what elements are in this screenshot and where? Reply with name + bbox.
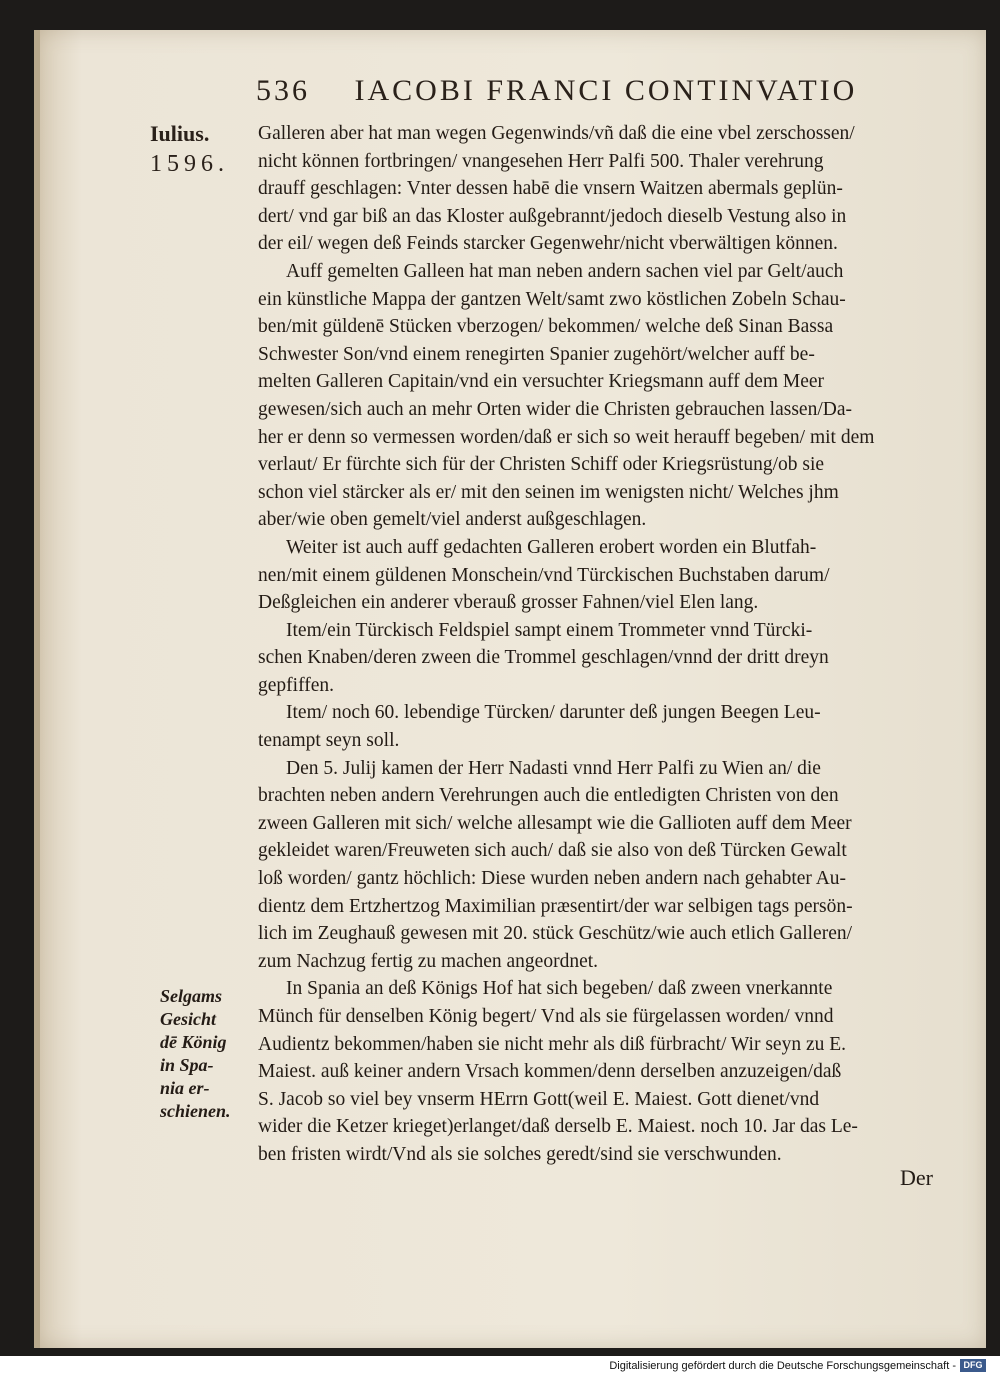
text-line: In Spania an deß Königs Hof hat sich begeben/ daß zween vnerkannte xyxy=(286,978,833,1000)
text-line: zum Nachzug fertig zu machen angeordnet. xyxy=(258,950,599,972)
text-line: lich im Zeughauß gewesen mit 20. stück Geschütz/wie auch etlich Galleren/ xyxy=(258,923,853,945)
sidenote-line: dē König xyxy=(160,1032,227,1052)
text-line: melten Galleren Capitain/vnd ein versuchter Kriegsmann auff dem Meer xyxy=(258,371,825,393)
text-line: zween Galleren mit sich/ welche allesampt wie die Gallioten auff dem Meer xyxy=(258,812,852,834)
text-line: Item/ein Türckisch Feldspiel sampt einem Trommeter vnnd Türcki- xyxy=(286,619,813,641)
text-line: schen Knaben/deren zween die Trommel geschlagen/vnnd der dritt dreyn xyxy=(258,647,829,669)
text-line: wider die Ketzer krieget)erlanget/daß derselb E. Maiest. noch 10. Jar das Le- xyxy=(258,1116,858,1138)
text-line: gepfiffen. xyxy=(258,674,334,696)
text-line: dert/ vnd gar biß an das Kloster außgebrannt/jedoch dieselb Vestung also in xyxy=(258,205,847,227)
page-number: 536 xyxy=(256,74,310,107)
sidenote-line: schienen. xyxy=(160,1101,231,1121)
page-edge xyxy=(34,30,40,1348)
text-line: ein künstliche Mappa der gantzen Welt/samt zwo köstlichen Zobeln Schau- xyxy=(258,288,846,310)
text-line: S. Jacob so viel bey vnserm HErrn Gott(weil E. Maiest. Gott dienet/vnd xyxy=(258,1088,820,1110)
text-line: der eil/ wegen deß Feinds starcker Gegenwehr/nicht vberwältigen können. xyxy=(258,233,838,255)
sidenote-line: Gesicht xyxy=(160,1009,216,1029)
text-line: Deßgleichen ein anderer vberauß grosser Fahnen/viel Elen lang. xyxy=(258,592,759,614)
text-line: Audientz bekommen/haben sie nicht mehr als diß fürbracht/ Wir seyn zu E. xyxy=(258,1033,847,1055)
body-text xyxy=(258,120,958,1169)
text-line: gewesen/sich auch an mehr Orten wider die Christen gebrauchen lassen/Da- xyxy=(258,398,852,420)
margin-year: 1596. xyxy=(150,151,229,177)
text-line: Schwester Son/vnd einem renegirten Spanier zugehört/welcher auff be- xyxy=(258,343,815,365)
sidenote-line: Selgams xyxy=(160,986,223,1006)
text-line: schon viel stärcker als er/ mit den seinen im wenigsten nicht/ Welches jhm xyxy=(258,481,839,503)
text-line: tenampt seyn soll. xyxy=(258,730,400,752)
margin-sidenote xyxy=(160,985,264,1123)
text-line: dientz dem Ertzhertzog Maximilian præsentirt/der war selbigen tags persön- xyxy=(258,895,853,917)
dfg-logo: DFG xyxy=(960,1359,986,1372)
text-line: aber/wie oben gemelt/viel anderst außgeschlagen. xyxy=(258,509,647,531)
text-line: nen/mit einem güldenen Monschein/vnd Türckischen Buchstaben darum/ xyxy=(258,564,830,586)
text-line: gekleidet waren/Freuweten sich auch/ daß sie also von deß Türcken Gewalt xyxy=(258,840,847,862)
text-line: ben fristen wirdt/Vnd als sie solches geredt/sind sie verschwunden. xyxy=(258,1143,782,1165)
running-header xyxy=(256,74,896,114)
text-line: Maiest. auß keiner andern Vrsach kommen/denn derselben anzuzeigen/daß xyxy=(258,1061,842,1083)
margin-month: Iulius. xyxy=(150,121,210,146)
sidenote-line: in Spa- xyxy=(160,1055,214,1075)
text-line: Galleren aber hat man wegen Gegenwinds/vñ daß die eine vbel zerschossen/ xyxy=(258,123,855,144)
text-line: nicht können fortbringen/ vnangesehen Herr Palfi 500. Thaler verehrung xyxy=(258,150,824,172)
text-line: loß worden/ gantz höchlich: Diese wurden neben andern nach gehabter Au- xyxy=(258,868,847,890)
sidenote-line: nia er- xyxy=(160,1078,210,1098)
margin-date xyxy=(150,120,250,180)
running-title: IACOBI FRANCI CONTINVATIO xyxy=(354,74,858,107)
text-line: Item/ noch 60. lebendige Türcken/ darunter deß jungen Beegen Leu- xyxy=(286,702,821,724)
footer-credit: Digitalisierung gefördert durch die Deutsche Forschungsgemeinschaft - xyxy=(609,1360,956,1372)
text-line: brachten neben andern Verehrungen auch die entledigten Christen von den xyxy=(258,785,839,807)
text-line: her er denn so vermessen worden/daß er sich so weit herauff begeben/ mit dem xyxy=(258,426,875,448)
text-line: Münch für denselben König begert/ Vnd als sie fürgelassen worden/ vnnd xyxy=(258,1006,834,1027)
catchword: Der xyxy=(900,1165,933,1190)
text-line: ben/mit güldenē Stücken vberzogen/ bekommen/ welche deß Sinan Bassa xyxy=(258,316,834,338)
text-line: verlaut/ Er fürchte sich für der Christen Schiff oder Kriegsrüstung/ob sie xyxy=(258,454,825,476)
text-line: Auff gemelten Galleen hat man neben andern sachen viel par Gelt/auch xyxy=(286,260,844,282)
text-line: Den 5. Julij kamen der Herr Nadasti vnnd Herr Palfi zu Wien an/ die xyxy=(286,757,821,779)
text-line: Weiter ist auch auff gedachten Galleren erobert worden ein Blutfah- xyxy=(286,536,817,558)
text-line: drauff geschlagen: Vnter dessen habē die vnsern Waitzen abermals geplün- xyxy=(258,178,843,200)
